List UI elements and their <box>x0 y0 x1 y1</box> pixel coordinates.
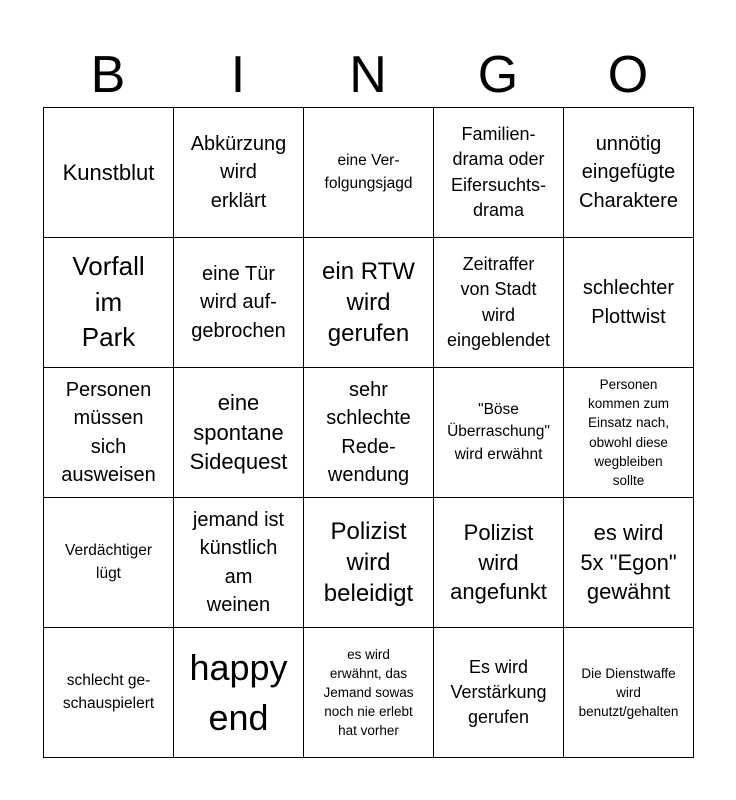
bingo-cell[interactable]: Die Dienstwaffe wird benutzt/gehalten <box>564 628 694 758</box>
bingo-grid <box>43 107 694 758</box>
bingo-cell[interactable]: eine spontane Sidequest <box>174 368 304 498</box>
header-letter-n: N <box>349 46 387 104</box>
bingo-cell[interactable]: Zeitraffer von Stadt wird eingeblendet <box>434 238 564 368</box>
header-letter-i: I <box>230 46 246 104</box>
bingo-cell[interactable]: Kunstblut <box>44 108 174 238</box>
bingo-cell[interactable]: jemand ist künstlich am weinen <box>174 498 304 628</box>
bingo-cell[interactable]: Verdächtiger lügt <box>44 498 174 628</box>
header-letter-o: O <box>607 46 649 104</box>
bingo-cell[interactable]: Familien- drama oder Eifersuchts- drama <box>434 108 564 238</box>
bingo-cell[interactable]: es wird erwähnt, das Jemand sowas noch nie erlebt hat vorher <box>304 628 434 758</box>
bingo-cell[interactable]: schlecht ge- schauspielert <box>44 628 174 758</box>
grid-row <box>44 238 694 368</box>
grid-row <box>44 108 694 238</box>
grid-row <box>44 628 694 758</box>
grid-row <box>44 368 694 498</box>
bingo-cell[interactable]: eine Tür wird auf- gebrochen <box>174 238 304 368</box>
bingo-cell[interactable]: sehr schlechte Rede- wendung <box>304 368 434 498</box>
bingo-cell[interactable]: Personen müssen sich ausweisen <box>44 368 174 498</box>
bingo-cell[interactable]: Polizist wird beleidigt <box>304 498 434 628</box>
bingo-cell[interactable]: Abkürzung wird erklärt <box>174 108 304 238</box>
bingo-cell[interactable]: Polizist wird angefunkt <box>434 498 564 628</box>
bingo-cell[interactable]: happy end <box>174 628 304 758</box>
bingo-cell[interactable]: "Böse Überraschung" wird erwähnt <box>434 368 564 498</box>
bingo-header <box>43 44 693 106</box>
bingo-cell[interactable]: es wird 5x "Egon" gewähnt <box>564 498 694 628</box>
bingo-cell[interactable]: Vorfall im Park <box>44 238 174 368</box>
bingo-cell[interactable]: ein RTW wird gerufen <box>304 238 434 368</box>
header-letter-b: B <box>90 46 126 104</box>
bingo-cell[interactable]: Es wird Verstärkung gerufen <box>434 628 564 758</box>
bingo-cell[interactable]: eine Ver- folgungsjagd <box>304 108 434 238</box>
header-letter-g: G <box>477 46 519 104</box>
bingo-cell[interactable]: Personen kommen zum Einsatz nach, obwohl diese wegbleiben sollte <box>564 368 694 498</box>
grid-row <box>44 498 694 628</box>
bingo-cell[interactable]: schlechter Plottwist <box>564 238 694 368</box>
bingo-cell[interactable]: unnötig eingefügte Charaktere <box>564 108 694 238</box>
